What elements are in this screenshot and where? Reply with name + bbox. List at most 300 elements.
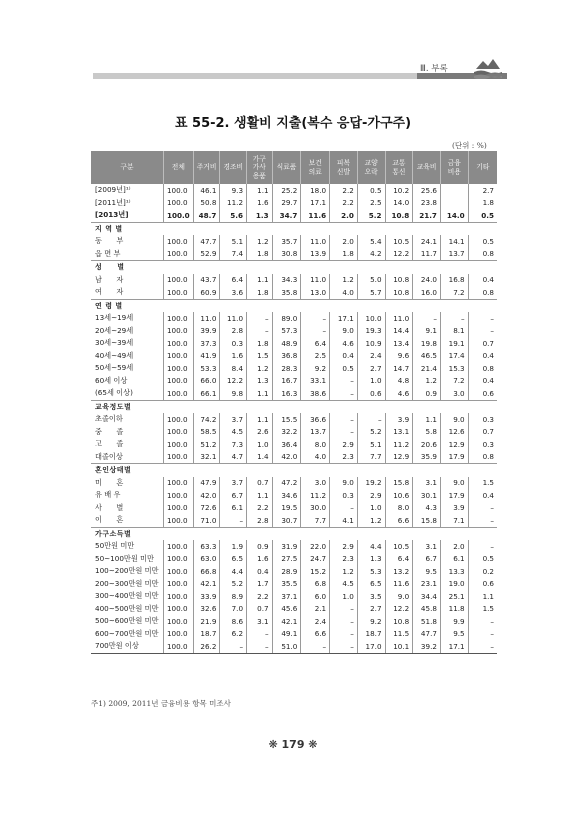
table-cell: 17.4 <box>440 350 468 363</box>
footnote: 주1) 2009, 2011년 금융비용 항목 미조사 <box>91 699 231 708</box>
table-row <box>91 337 497 350</box>
table-cell: 1.1 <box>247 413 273 426</box>
table-cell: 66.8 <box>193 565 220 578</box>
table-row <box>91 540 497 553</box>
table-cell: 29.7 <box>272 197 301 210</box>
table-cell: 16.8 <box>440 274 468 287</box>
table-cell: 50.8 <box>193 197 220 210</box>
table-cell: 4.8 <box>385 375 413 388</box>
table-cell: – <box>301 325 330 338</box>
table-cell: 100.0 <box>163 413 193 426</box>
table-cell: 4.5 <box>330 578 358 591</box>
table-cell: 1.0 <box>330 590 358 603</box>
table-cell: – <box>247 628 273 641</box>
table-cell: 1.2 <box>247 235 273 248</box>
table-cell: 47.7 <box>193 235 220 248</box>
table-cell: 1.0 <box>247 438 273 451</box>
row-label: 초졸이하 <box>95 414 123 424</box>
table-cell: 47.9 <box>193 477 220 490</box>
table-cell: 1.6 <box>247 553 273 566</box>
table-cell: 2.8 <box>220 325 247 338</box>
table-cell: 34.3 <box>272 274 301 287</box>
row-label: 100~200만원 미만 <box>95 566 159 576</box>
table-cell: 1.1 <box>247 489 273 502</box>
table-cell: 18.7 <box>193 628 220 641</box>
table-cell: 100.0 <box>163 553 193 566</box>
table-cell: 18.0 <box>301 184 330 197</box>
table-cell: – <box>330 426 358 439</box>
column-header: 보건 의료 <box>301 151 330 184</box>
row-label: 50세~59세 <box>95 363 134 373</box>
table-cell: 2.1 <box>301 603 330 616</box>
column-header: 교통 통신 <box>385 151 413 184</box>
table-cell: 2.2 <box>330 184 358 197</box>
table-cell: 2.5 <box>301 350 330 363</box>
table-cell: 100.0 <box>163 565 193 578</box>
table-cell: 4.7 <box>220 451 247 464</box>
table-cell: 7.2 <box>440 286 468 299</box>
table-row <box>91 590 497 603</box>
table-cell: 3.0 <box>440 387 468 400</box>
table-cell: 42.0 <box>193 489 220 502</box>
table-cell: 24.7 <box>301 553 330 566</box>
table-cell: 0.4 <box>468 489 497 502</box>
table-cell: 4.6 <box>330 337 358 350</box>
table-cell: 10.6 <box>385 489 413 502</box>
table-cell: – <box>330 640 358 653</box>
table-cell: 7.4 <box>220 248 247 261</box>
table-cell: 0.8 <box>468 248 497 261</box>
table-row <box>91 426 497 439</box>
table-cell: 5.2 <box>357 426 385 439</box>
table-cell: 19.5 <box>272 502 301 515</box>
table-cell: 5.2 <box>220 578 247 591</box>
table-cell: 1.2 <box>330 274 358 287</box>
table-cell: 74.2 <box>193 413 220 426</box>
table-cell: 22.0 <box>301 540 330 553</box>
table-cell: 10.2 <box>385 184 413 197</box>
table-cell: 0.3 <box>220 337 247 350</box>
table-cell: – <box>468 615 497 628</box>
logo-icon <box>474 57 502 79</box>
table-cell: 10.5 <box>385 235 413 248</box>
table-cell: 4.4 <box>220 565 247 578</box>
table-cell: 45.8 <box>413 603 441 616</box>
table-cell: 2.7 <box>357 362 385 375</box>
row-label: 이 혼 <box>91 514 163 527</box>
table-cell: 100.0 <box>163 375 193 388</box>
table-cell: 34.4 <box>413 590 441 603</box>
table-cell: 14.4 <box>385 325 413 338</box>
table-cell: – <box>220 514 247 527</box>
table-cell <box>440 184 468 197</box>
table-cell: 2.2 <box>247 502 273 515</box>
table-cell: 6.0 <box>301 590 330 603</box>
table-cell: 2.3 <box>330 553 358 566</box>
table-cell: 1.0 <box>357 375 385 388</box>
table-cell: 1.5 <box>468 603 497 616</box>
table-cell: 100.0 <box>163 426 193 439</box>
table-row <box>91 362 497 375</box>
table-cell: 6.6 <box>385 514 413 527</box>
table-cell: 0.3 <box>468 413 497 426</box>
table-cell: 32.1 <box>193 451 220 464</box>
table-cell: – <box>247 640 273 653</box>
table-cell: 16.7 <box>272 375 301 388</box>
table-cell: 2.0 <box>440 540 468 553</box>
table-cell: 0.5 <box>468 209 497 222</box>
table-row <box>91 565 497 578</box>
row-label: 50만원 미만 <box>95 541 135 551</box>
table-cell: 9.3 <box>220 184 247 197</box>
group-label: 연 령 별 <box>95 301 123 310</box>
table-cell: 1.1 <box>247 274 273 287</box>
table-cell: 100.0 <box>163 197 193 210</box>
row-label: 남 자 <box>95 274 124 284</box>
table-cell: 0.9 <box>413 387 441 400</box>
column-header: 주거비 <box>193 151 220 184</box>
table-cell: 14.1 <box>440 235 468 248</box>
table-cell: 1.1 <box>247 184 273 197</box>
column-header: 금융 비용 <box>440 151 468 184</box>
table-cell: 0.6 <box>468 578 497 591</box>
table-cell: – <box>330 603 358 616</box>
table-cell: 10.8 <box>385 286 413 299</box>
table-cell: 17.1 <box>330 312 358 325</box>
row-label: 30세~39세 <box>95 338 134 348</box>
table-cell: 17.0 <box>357 640 385 653</box>
table-cell: 6.4 <box>301 337 330 350</box>
table-cell: 100.0 <box>163 184 193 197</box>
expense-table <box>91 151 497 654</box>
table-cell: 10.8 <box>385 274 413 287</box>
table-cell <box>440 197 468 210</box>
table-cell: 3.5 <box>357 590 385 603</box>
group-label: 지 역 별 <box>95 224 123 233</box>
table-cell: 30.7 <box>272 514 301 527</box>
column-header: 교양 오락 <box>357 151 385 184</box>
table-cell: 1.9 <box>220 540 247 553</box>
table-cell: 11.0 <box>301 274 330 287</box>
table-row <box>91 553 497 566</box>
row-label: [2011년]¹⁾ <box>95 197 131 207</box>
table-cell: 7.1 <box>440 514 468 527</box>
table-cell: 2.9 <box>357 489 385 502</box>
table-cell: 6.4 <box>220 274 247 287</box>
table-cell: 1.8 <box>468 197 497 210</box>
table-cell: – <box>468 640 497 653</box>
row-label: (65세 이상) <box>91 387 163 400</box>
row-label: 유 배 우 <box>95 490 121 500</box>
table-cell: 3.1 <box>413 540 441 553</box>
table-cell: 100.0 <box>163 438 193 451</box>
table-cell: 9.1 <box>413 325 441 338</box>
table-cell: 23.1 <box>413 578 441 591</box>
row-label: 사 별 <box>95 502 124 512</box>
table-cell: 4.0 <box>301 451 330 464</box>
table-cell: 7.7 <box>301 514 330 527</box>
table-cell: 100.0 <box>163 514 193 527</box>
table-cell: 1.7 <box>247 578 273 591</box>
column-header: 전체 <box>163 151 193 184</box>
table-cell: 63.0 <box>193 553 220 566</box>
column-header: 피복 신발 <box>330 151 358 184</box>
table-cell: 66.1 <box>193 387 220 400</box>
table-cell: 6.5 <box>220 553 247 566</box>
table-row <box>91 451 497 464</box>
table-cell: – <box>247 325 273 338</box>
table-row <box>91 286 497 299</box>
table-cell: 9.8 <box>220 387 247 400</box>
table-cell: 0.6 <box>357 387 385 400</box>
row-label: 200~300만원 미만 <box>95 578 159 588</box>
column-header: 경조비 <box>220 151 247 184</box>
table-cell: 9.5 <box>413 565 441 578</box>
table-cell: 6.1 <box>440 553 468 566</box>
table-cell: 100.0 <box>163 274 193 287</box>
table-cell: 16.0 <box>413 286 441 299</box>
table-cell: 10.8 <box>385 615 413 628</box>
table-cell: – <box>468 514 497 527</box>
table-row <box>91 413 497 426</box>
table-cell: 5.1 <box>220 235 247 248</box>
table-cell: 58.5 <box>193 426 220 439</box>
table-cell: 12.2 <box>385 603 413 616</box>
table-cell: 10.1 <box>385 640 413 653</box>
table-cell: 11.0 <box>220 312 247 325</box>
table-cell: 6.7 <box>413 553 441 566</box>
table-cell: 7.2 <box>440 375 468 388</box>
table-cell: 11.6 <box>301 209 330 222</box>
table-cell: 6.2 <box>220 628 247 641</box>
table-cell: 17.9 <box>440 451 468 464</box>
table-cell: 8.0 <box>385 502 413 515</box>
table-cell: 1.6 <box>247 197 273 210</box>
table-cell: 42.1 <box>272 615 301 628</box>
table-cell: 51.2 <box>193 438 220 451</box>
row-label: [2013년] <box>91 209 163 222</box>
table-cell: 0.9 <box>247 540 273 553</box>
table-cell: 0.4 <box>247 565 273 578</box>
table-cell: 14.0 <box>385 197 413 210</box>
table-cell: 100.0 <box>163 337 193 350</box>
table-row <box>91 489 497 502</box>
table-cell: 35.8 <box>272 286 301 299</box>
table-row <box>91 502 497 515</box>
table-cell: 11.8 <box>440 603 468 616</box>
table-cell: 57.3 <box>272 325 301 338</box>
table-cell: 1.3 <box>357 553 385 566</box>
table-cell: 0.3 <box>330 489 358 502</box>
table-cell: 3.1 <box>413 477 441 490</box>
table-cell: 60.9 <box>193 286 220 299</box>
table-cell: 10.8 <box>385 209 413 222</box>
table-cell: 8.9 <box>220 590 247 603</box>
group-header-row <box>91 400 497 413</box>
table-cell: 100.0 <box>163 451 193 464</box>
column-header: 구분 <box>91 151 163 184</box>
column-header: 식료품 <box>272 151 301 184</box>
table-cell: 6.5 <box>357 578 385 591</box>
table-cell: 11.0 <box>193 312 220 325</box>
table-cell: 11.7 <box>413 248 441 261</box>
table-cell: 48.7 <box>193 209 220 222</box>
group-label: 교육정도별 <box>95 402 132 411</box>
table-cell: 30.0 <box>301 502 330 515</box>
table-cell: 33.9 <box>193 590 220 603</box>
table-cell: 41.9 <box>193 350 220 363</box>
table-cell: – <box>330 375 358 388</box>
table-cell: 5.7 <box>357 286 385 299</box>
table-row <box>91 477 497 490</box>
table-row <box>91 184 497 197</box>
table-cell: – <box>468 312 497 325</box>
table-cell: 9.0 <box>440 413 468 426</box>
table-title: 표 55-2. 생활비 지출(복수 응답-가구주) <box>174 116 412 131</box>
table-cell: 13.9 <box>301 248 330 261</box>
table-cell: 21.7 <box>413 209 441 222</box>
table-cell: 15.8 <box>413 514 441 527</box>
table-cell: 1.2 <box>413 375 441 388</box>
table-cell: 46.5 <box>413 350 441 363</box>
table-row <box>91 375 497 388</box>
table-cell: 0.7 <box>468 426 497 439</box>
table-cell: 100.0 <box>163 248 193 261</box>
table-cell: 25.2 <box>272 184 301 197</box>
table-cell: 42.1 <box>193 578 220 591</box>
table-row <box>91 578 497 591</box>
table-cell: 100.0 <box>163 286 193 299</box>
table-cell: 47.7 <box>413 628 441 641</box>
table-cell: 12.9 <box>440 438 468 451</box>
table-cell: 100.0 <box>163 325 193 338</box>
table-cell: 19.1 <box>440 337 468 350</box>
table-cell: 15.8 <box>385 477 413 490</box>
table-cell: 32.6 <box>193 603 220 616</box>
table-cell: 11.2 <box>220 197 247 210</box>
table-cell: 11.2 <box>301 489 330 502</box>
table-row <box>91 615 497 628</box>
table-cell: 0.8 <box>468 286 497 299</box>
table-cell: 35.5 <box>272 578 301 591</box>
table-row <box>91 197 497 210</box>
table-cell: 4.0 <box>330 286 358 299</box>
table-cell: 38.6 <box>301 387 330 400</box>
table-cell: 0.4 <box>330 350 358 363</box>
table-cell: 8.6 <box>220 615 247 628</box>
table-cell: 7.3 <box>220 438 247 451</box>
table-cell: 2.5 <box>357 197 385 210</box>
table-row <box>91 248 497 261</box>
table-cell: – <box>301 640 330 653</box>
table-cell: 52.9 <box>193 248 220 261</box>
table-cell: 3.7 <box>220 477 247 490</box>
table-row <box>91 325 497 338</box>
table-cell: 47.2 <box>272 477 301 490</box>
table-cell: 9.0 <box>385 590 413 603</box>
table-cell: 5.0 <box>357 274 385 287</box>
table-cell: 48.9 <box>272 337 301 350</box>
table-cell: 100.0 <box>163 489 193 502</box>
table-cell: 66.0 <box>193 375 220 388</box>
page-number: ❋ 179 ❋ <box>268 738 318 751</box>
table-cell: 25.6 <box>413 184 441 197</box>
table-cell: 6.8 <box>301 578 330 591</box>
table-cell: 9.6 <box>385 350 413 363</box>
table-cell: 27.5 <box>272 553 301 566</box>
table-cell: 15.5 <box>272 413 301 426</box>
table-cell: 1.0 <box>357 502 385 515</box>
table-cell: 100.0 <box>163 615 193 628</box>
table-cell: 0.5 <box>357 184 385 197</box>
table-cell: 1.8 <box>247 248 273 261</box>
table-cell: 100.0 <box>163 628 193 641</box>
table-cell: 10.9 <box>357 337 385 350</box>
table-cell: 2.7 <box>357 603 385 616</box>
table-cell: 1.1 <box>413 413 441 426</box>
table-cell: 0.8 <box>468 451 497 464</box>
table-cell: 6.4 <box>385 553 413 566</box>
table-cell: 15.3 <box>440 362 468 375</box>
table-cell: 4.6 <box>385 387 413 400</box>
table-cell: 11.0 <box>301 235 330 248</box>
table-row <box>91 235 497 248</box>
table-cell: 1.8 <box>330 248 358 261</box>
table-cell: 72.6 <box>193 502 220 515</box>
table-row <box>91 274 497 287</box>
table-cell: – <box>330 502 358 515</box>
table-cell: 0.4 <box>468 274 497 287</box>
table-cell: 34.6 <box>272 489 301 502</box>
table-cell: 2.4 <box>357 350 385 363</box>
table-cell: 0.6 <box>468 387 497 400</box>
table-cell: 39.9 <box>193 325 220 338</box>
row-label: 300~400만원 미만 <box>95 591 159 601</box>
table-cell: 1.2 <box>247 362 273 375</box>
row-label: 20세~29세 <box>95 325 134 335</box>
table-cell: 0.5 <box>468 553 497 566</box>
table-cell: 6.6 <box>301 628 330 641</box>
table-cell: 4.3 <box>413 502 441 515</box>
row-label: 400~500만원 미만 <box>95 603 159 613</box>
group-header-row <box>91 261 497 274</box>
table-row <box>91 628 497 641</box>
table-cell: 1.3 <box>247 209 273 222</box>
table-cell: 4.5 <box>220 426 247 439</box>
table-cell: 13.3 <box>440 565 468 578</box>
table-cell: 45.6 <box>272 603 301 616</box>
group-label: 가구소득별 <box>95 529 132 538</box>
table-cell: 1.5 <box>468 477 497 490</box>
table-cell: 3.9 <box>385 413 413 426</box>
table-cell: 9.0 <box>330 477 358 490</box>
table-cell: 2.0 <box>330 235 358 248</box>
group-label: 성 별 <box>95 263 125 272</box>
table-cell: 7.0 <box>220 603 247 616</box>
table-cell: 100.0 <box>163 387 193 400</box>
table-cell: 11.2 <box>385 438 413 451</box>
table-row <box>91 387 497 400</box>
group-header-row <box>91 299 497 312</box>
table-cell: 100.0 <box>163 590 193 603</box>
table-cell: 11.6 <box>385 578 413 591</box>
table-cell: 1.3 <box>247 375 273 388</box>
table-cell: – <box>468 540 497 553</box>
table-cell: 6.7 <box>220 489 247 502</box>
table-cell: 1.8 <box>247 337 273 350</box>
table-cell: 100.0 <box>163 350 193 363</box>
table-cell: 13.0 <box>301 286 330 299</box>
